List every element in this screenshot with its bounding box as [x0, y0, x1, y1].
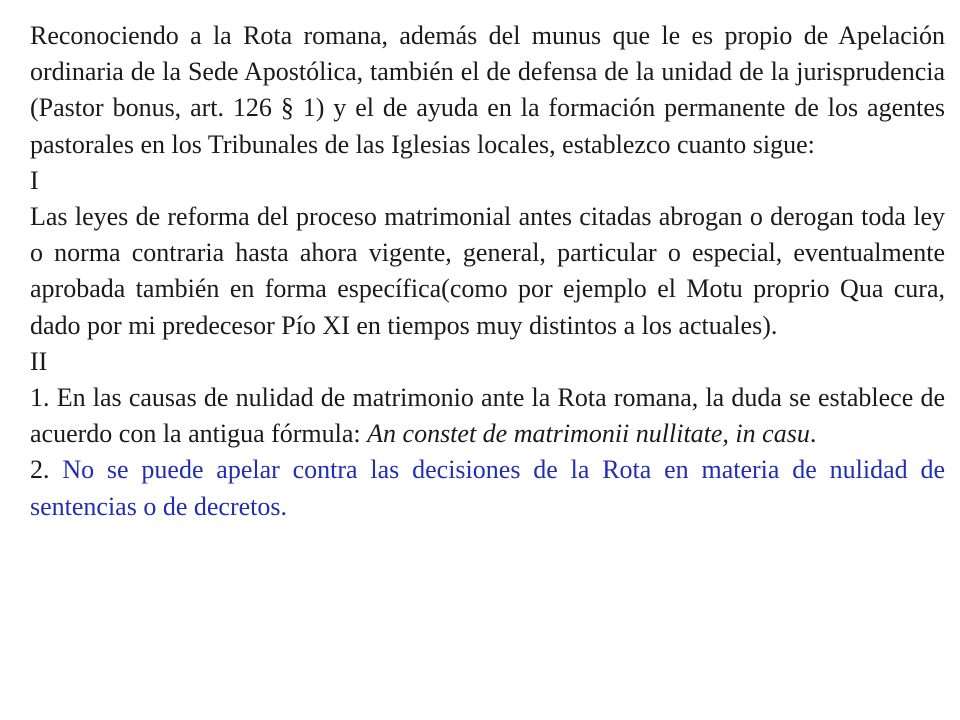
item-1-text: En las causas de nulidad de matrimonio ante la Rota romana, la duda se establece de acuerdo con la antigua fórmula:	[30, 383, 945, 449]
section-ii-item-2	[30, 452, 945, 524]
section-numeral-i: I	[30, 165, 39, 195]
item-2-number: 2.	[30, 455, 50, 485]
item-1-number: 1.	[30, 383, 50, 413]
latin-formula: An constet de matrimonii nullitate, in casu	[367, 419, 810, 449]
item-1-end: .	[809, 419, 817, 449]
slide-body	[30, 18, 945, 525]
section-ii-item-1	[30, 380, 945, 452]
item-2-highlighted-text: No se puede apelar contra las decisiones de la Rota en materia de nulidad de sentencias o de decretos.	[30, 455, 945, 521]
section-i-paragraph: Las leyes de reforma del proceso matrimonial antes citadas abrogan o derogan toda ley o norma contraria hasta ahora vigente, general, particular o especial, eventualmente aprobada también en forma específica(como por ejemplo el Motu proprio Qua cura, dado por mi predecesor Pío XI en tiempos muy distintos a los actuales).	[30, 202, 945, 340]
intro-paragraph: Reconociendo a la Rota romana, además del munus que le es propio de Apelación ordinaria de la Sede Apostólica, también el de defensa de la unidad de la jurisprudencia (Pastor bonus, art. 126 § 1) y el de ayuda en la formación permanente de los agentes pastorales en los Tribunales de las Iglesias locales, establezco cuanto sigue:	[30, 21, 945, 159]
section-numeral-ii: II	[30, 346, 48, 376]
